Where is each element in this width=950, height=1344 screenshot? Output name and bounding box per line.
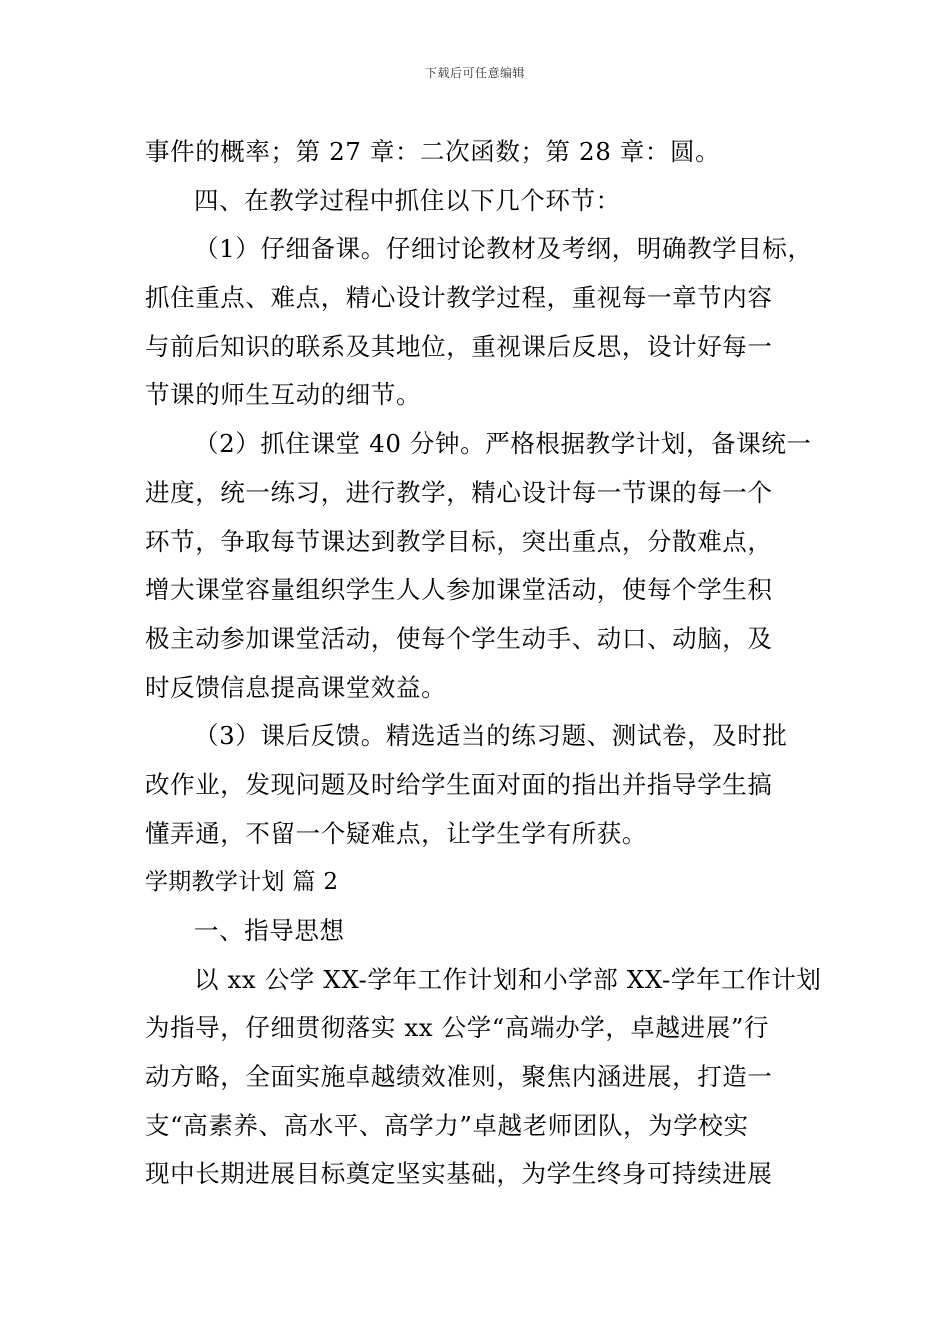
text-line: 进度，统一练习，进行教学，精心设计每一节课的每一个: [145, 477, 773, 507]
section-heading: 一、指导思想: [194, 916, 345, 945]
text-line: 极主动参加课堂活动，使每个学生动手、动口、动脑，及: [145, 623, 773, 653]
text-line: 事件的概率；第 27 章：二次函数；第 28 章：圆。: [145, 137, 721, 166]
section-heading: 四、在教学过程中抓住以下几个环节：: [194, 185, 621, 215]
text-line: （3）课后反馈。精选适当的练习题、测试卷，及时批: [194, 721, 788, 751]
text-line: 改作业，发现问题及时给学生面对面的指出并指导学生搞: [145, 769, 773, 799]
text-line: 动方略，全面实施卓越绩效准则，聚焦内涵进展，打造一: [145, 1062, 773, 1092]
page-header: 下载后可任意编辑: [424, 66, 525, 80]
text-line: 支“高素养、高水平、高学力”卓越老师团队，为学校实: [145, 1110, 749, 1140]
text-line: 环节，争取每节课达到教学目标，突出重点，分散难点，: [145, 526, 773, 556]
text-line: 懂弄通，不留一个疑难点，让学生学有所获。: [145, 818, 647, 848]
text-line: 增大课堂容量组织学生人人参加课堂活动，使每个学生积: [145, 575, 773, 605]
text-line: 与前后知识的联系及其地位，重视课后反思，设计好每一: [145, 331, 773, 361]
text-line: （2）抓住课堂 40 分钟。严格根据教学计划，备课统一: [194, 429, 812, 459]
text-line: 以 xx 公学 XX-学年工作计划和小学部 XX-学年工作计划: [194, 964, 822, 994]
text-line: （1）仔细备课。仔细讨论教材及考纲，明确教学目标，: [194, 234, 813, 264]
article-title: 学期教学计划 篇 2: [145, 869, 339, 896]
text-line: 节课的师生互动的细节。: [145, 380, 422, 410]
text-line: 现中长期进展目标奠定坚实基础，为学生终身可持续进展: [145, 1159, 773, 1189]
text-line: 为指导，仔细贯彻落实 xx 公学“高端办学，卓越进展”行: [145, 1013, 770, 1043]
text-line: 抓住重点、难点，精心设计教学过程，重视每一章节内容: [145, 283, 773, 313]
text-line: 时反馈信息提高课堂效益。: [145, 672, 447, 702]
document-body: [145, 128, 825, 1199]
